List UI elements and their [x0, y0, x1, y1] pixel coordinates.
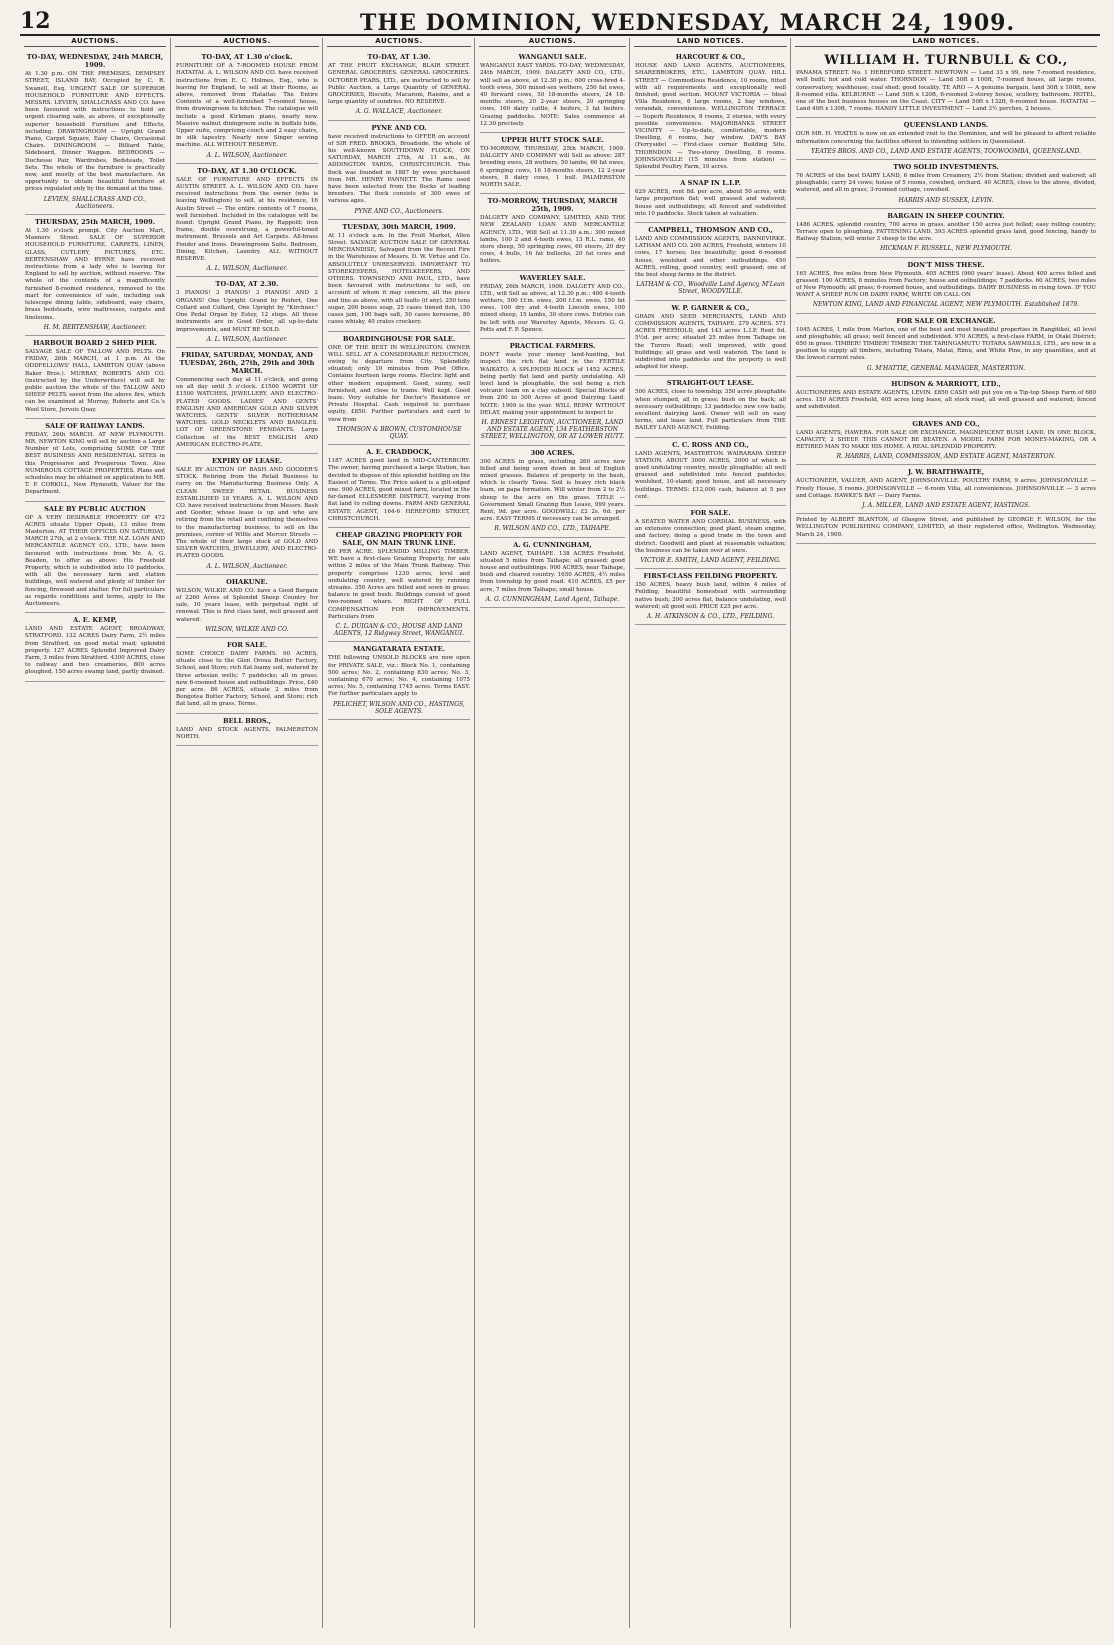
ad-headline: STRAIGHT-OUT LEASE.	[666, 379, 755, 388]
ad-signature: A. H. ATKINSON & CO., LTD., FEILDING.	[646, 612, 775, 620]
ad-body-text: THE following UNSOLD BLOCKS are now open for PRIVATE SALE, viz.: Block No. 1, containing 500 acres; No. 2, containing 830 acres; No. 3, containing 670 acres; No. 4, containing 1075 acres; No. 5, containing 1745 acres. Terms EASY. For further particulars apply to	[328, 655, 470, 698]
ad-body-text: HOUSE AND LAND AGENTS, AUCTIONEERS, SHAREBROKERS, ETC., LAMBTON QUAY. HILL STREET — Commodious Residence, 10 rooms, fitted with all requirements and exceptionally well finished; good section. MOUNT VICTORIA — Ideal Villa Residence, 6 large rooms, 2 bay windows, verandah, conveniences. WELLINGTON TERRACE — Superb Residence, 8 rooms, 2 stories, with every possible convenience. MAJORIBANKS STREET VICINITY — Up-to-date, comfortable, modern Dwelling, 6 rooms, bay window. DAY'S BAY (Ferryside) — First-class corner Building Site. THORNDON — Two-storey Dwelling, 8 rooms. JOHNSONVILLE (15 minutes from station) — Splendid Poultry Farm, 10 acres.	[635, 63, 786, 171]
advertisement	[176, 277, 318, 347]
column-1	[20, 38, 170, 1628]
ad-body-text: 1045 ACRES, 1 mile from Marton, one of the best and most beautiful properties in Rangitikei, all level and ploughable; all grass; well fenced and subdivided. 970 ACRES, a first-class FARM, in Otaki District; 650 in grass. TIMBER! TIMBER! TIMBER! THE TARINGAMUTU TOTARA SAWMILLS, LTD., are now in a position to supply all timbers, including Totara, Matai, Rimu, and White Pine, in any quantities, and at the lowest current rates.	[796, 326, 1096, 362]
ad-body-text: At 11 o'clock a.m. In the Fruit Market, Allen Street. SALVAGE AUCTION SALE OF GENERAL MERCHANDISE, Salvaged from the Recent Fire in the Warehouse of Messrs. D. W. Virtue and Co. ABSOLUTELY UNRESERVED. IMPORTANT TO STOREKEEPERS, HOTELKEEPERS, AND OTHERS. TOWNSEND AND PAUL, LTD., have been favoured with instructions to sell, on account of whom it may concern, all the piece and tins as above, with all faults (if any). 250 tons sugar, 200 boxes soap, 25 cases tinned fish, 150 cases jam, 100 bags salt, 50 cases kerosene, 80 cases whisky, 40 crates crockery.	[328, 232, 470, 326]
ad-body-text: TO-MORROW, THURSDAY, 25th MARCH, 1909. DALGETY AND COMPANY will Sell as above: 287 breeding ewes, 28 wethers, 50 lambs, 60 fat ewes, 6 springing cows, 16 18-months steers, 12 2-year steers, 8 dairy cows, 1 bull. PALMERSTON NORTH SALE.	[480, 146, 625, 189]
ad-headline: A SNAP IN L.I.P.	[680, 179, 741, 188]
advertisement	[635, 223, 786, 301]
advertisement	[328, 50, 470, 120]
ad-signature: A. G. CUNNINGHAM, Land Agent, Taihape.	[485, 595, 620, 603]
advertisement	[328, 121, 470, 220]
column-heading: AUCTIONS.	[24, 38, 166, 47]
advertisement	[25, 336, 165, 419]
column-heading: LAND NOTICES.	[634, 38, 787, 47]
ad-headline: TO-DAY, AT 1.30.	[367, 53, 431, 62]
ad-body-text: WANGANUI EAST YARDS. TO-DAY, WEDNESDAY, 24th MARCH, 1909. DALGETY AND CO., LTD., will sell as above, at 12.30 p.m.: 600 cross-bred 4-tooth ewes, 300 mixed-sex wethers, 250 fat ewes, 40 forward cows, 50 18-months steers, 24 18-months steers, 20 2-year steers, 20 springing cows, 160 dairy cattle, 4 heifers, 3 fat heifers. Grazing paddocks. NOTE: Sales commence at 12.30 precisely.	[480, 63, 625, 127]
ad-body-text: LAND AGENTS, HAWERA. FOR SALE OR EXCHANGE. MAGNIFICENT BUSH LAND, IN ONE BLOCK, CAPACITY, 2 SHEEP. THIS CANNOT BE BEATEN. A MODEL FARM FOR MONEY-MAKING, OR A RETIRED MAN TO MAKE HIS HOME. A REAL SPLENDID PROPERTY.	[796, 429, 1096, 450]
ad-body-text: LAND AGENTS, MASTERTON. WAIRARAPA SHEEP STATION. ABOUT 3000 ACRES, 2000 of which is good undulating country, mostly ploughable; all well grassed and subdivided into fenced paddocks; woolshed, 10-stand; good house, and all necessary buildings. TERMS: £12,000 cash, balance at 5 per cent.	[635, 450, 786, 500]
ad-headline: BARGAIN IN SHEEP COUNTRY.	[887, 211, 1005, 220]
advertisement	[176, 638, 318, 714]
ad-signature: THOMSON & BROWN, CUSTOMHOUSE QUAY.	[336, 425, 462, 440]
ad-headline: MANGATARATA ESTATE.	[353, 645, 445, 654]
ad-body-text: 500 ACRES, close to township; 350 acres ploughable when stumped, all in grass; bush on the back; all necessary outbuildings; 13 paddocks; new cow bails; excellent dairying land. Owner will sell on easy terms, and lease land. Full particulars from THE BAILEY LAND AGENCY, Feilding.	[635, 389, 786, 432]
ad-signature: A. L. WILSON, Auctioneer.	[206, 335, 288, 343]
column-body	[475, 50, 630, 608]
ad-headline: CAMPBELL, THOMSON AND CO.,	[648, 226, 773, 235]
column-body	[323, 50, 475, 720]
column-heading: LAND NOTICES.	[795, 38, 1097, 47]
column-body	[20, 50, 170, 681]
ad-body-text: 165 ACRES, five miles from New Plymouth. 405 ACRES (960 years' lease). About 400 acres felled and grassed. 100 ACRES, 8 minutes from Factory; house and outbuildings; 7 paddocks. 60 ACRES, two miles of New Plymouth; all grass; 6-roomed house, and outbuildings. DAIRY BUSINESS in rising town. IF YOU WANT A SHEEP RUN OR DAIRY FARM, WRITE OR CALL ON	[796, 270, 1096, 299]
advertisement	[796, 465, 1096, 514]
ad-headline: FRIDAY, SATURDAY, MONDAY, AND TUESDAY, 26th, 27th, 29th and 30th MARCH.	[179, 350, 315, 375]
ad-headline: TO-DAY, AT 2.30.	[215, 280, 279, 289]
ad-headline: WANGANUI SALE.	[518, 53, 587, 62]
ad-headline: WILLIAM H. TURNBULL & CO.,	[824, 53, 1068, 69]
ad-signature: VICTOR E. SMITH, LAND AGENT, FEILDING.	[640, 556, 781, 564]
ad-headline: FOR SALE.	[226, 641, 268, 649]
advertisement	[480, 194, 625, 270]
ad-headline: TO-DAY, WEDNESDAY, 24th MARCH, 1909.	[26, 53, 164, 70]
ad-signature: HARRIS AND SUSSEX, LEVIN.	[898, 196, 994, 204]
ad-headline: GRAVES AND CO.,	[912, 419, 980, 428]
ad-body-text: SALE OF FURNITURE AND EFFECTS IN AUSTIN STREET. A. L. WILSON AND CO. have received instructions from the owner (who is leaving Wellington) to sell, at his residence, 16 Austin Street — The entire contents of 7 rooms, well furnished. Included in the catalogue will be found: Upright Grand Piano, by Rappold; iron frame, double overstrung, a powerful-toned instrument. Brussels and Art Carpets. All-brass Fender and Irons. Drawingroom Suite. Bedroom, Dining, Kitchen, Laundry. ALL WITHOUT RESERVE.	[176, 176, 318, 263]
advertisement	[796, 417, 1096, 466]
ad-signature: A. G. WALLACE, Auctioneer.	[355, 108, 443, 116]
advertisement	[480, 538, 625, 608]
ad-headline: W. P. GARNER & CO.,	[671, 303, 750, 312]
column-body	[171, 50, 323, 746]
advertisement	[25, 50, 165, 215]
ad-body-text: Commencing each day at 11 o'clock, and going on all day until 5 o'clock. £1500 WORTH OF £1500 WATCHES, JEWELLERY, AND ELECTRO-PLATED GOODS. LADIES' AND GENTS' ENGLISH AND AMERICAN GOLD AND SILVER WATCHES. GENTS' SILVER ROTHERHAM WATCHES. GOLD NECKLETS AND BANGLES. LOT OF GREENSTONE PENDANTS. Large Collection of the BEST ENGLISH AND AMERICAN ELECTRO-PLATE.	[176, 376, 318, 448]
page-number: 12	[20, 8, 51, 34]
advertisement	[635, 438, 786, 506]
ad-body-text: At 1.30 o'clock prompt. City Auction Mart, Manners Street. SALE OF SUPERIOR HOUSEHOLD FURNITURE, CARPETS, LINEN, GLASS, CUTLERY, PICTURES, ETC. BERTENSHAW AND BYRNE have received instructions from a lady who is leaving for England to sell by auction, without reserve: The whole of the contents of a magnificently furnished 8-roomed residence, removed to the mart for convenience of sale, including oak telescope dining table, sideboard, easy chairs, brass bedsteads, wire mattresses, carpets and linoleums.	[25, 228, 165, 321]
ad-headline: HARCOURT & CO.,	[675, 53, 746, 62]
ad-body-text: LAND AGENT, TAIHAPE. 138 ACRES Freehold, situated 5 miles from Taihape; all grassed; good house and outbuildings. 900 ACRES, near Taihape, bush and cleared country. 1650 ACRES, 4½ miles from township by good road. 410 ACRES, £5 per acre, 7 miles from Taihape; small house.	[480, 550, 625, 593]
column-heading: AUCTIONS.	[327, 38, 471, 47]
advertisement	[25, 613, 165, 681]
ad-signature: WILSON, WILKIE AND CO.	[205, 625, 289, 633]
ad-body-text: 76 ACRES of the best DAIRY LAND, 6 miles from Creamery, 2½ from Station; divided and watered; all ploughable; carry 24 cows; house of 5 rooms, cowshed, orchard. 40 ACRES, close to the above, divided, watered, and all in grass; 3-roomed cottage, cowshed.	[796, 173, 1096, 194]
ad-body-text: 300 ACRES in grass, including 260 acres now felled and being sown down in best of English mixed grasses. Balance of property in the bush, which is clearly Tawa. Soil is heavy rich black loam, on papa formation. Will winter from 2 to 2½ sheep to the acre on the grass. TITLE — Government Small Grazing Run Lease, 999 years. Rent, 9d. per acre. GOODWILL: £2 2s. 6d. per acre. EASY TERMS if necessary can be arranged.	[480, 458, 625, 523]
column-6	[790, 38, 1101, 1628]
ad-headline: TO-DAY, AT 1.30 O'CLOCK.	[197, 166, 297, 175]
advertisement	[328, 220, 470, 332]
ad-headline: TWO SOLID INVESTMENTS.	[893, 163, 999, 172]
advertisement	[796, 377, 1096, 417]
advertisement	[635, 569, 786, 625]
advertisement	[176, 575, 318, 638]
ad-headline: SALE OF RAILWAY LANDS.	[45, 421, 145, 430]
ad-body-text: WILSON, WILKIE AND CO. have a Good Bargain of 2260 Acres of Splendid Sheep Country for sale, 10 years lease, with perpetual right of renewal. This is first class land, well grassed and watered.	[176, 587, 318, 623]
ad-headline: WAVERLEY SALE.	[519, 273, 586, 282]
ad-body-text: ONE OF THE BEST IN WELLINGTON. OWNER WILL SELL AT A CONSIDERABLE REDUCTION, owing to departure from City. Splendidly situated; only 10 minutes from Post Office. Contains fourteen large rooms. Electric light and other modern equipment. Good, sunny, well furnished, and close to trams. Well kept. Good lease. Very suitable for Doctor's Residence or Private Hospital. Cash required to purchase equity, £850. Further particulars and card to view from	[328, 344, 470, 423]
ad-body-text: 1486 ACRES, splendid country, 700 acres in grass, another 150 acres just felled; easy rolling country; Terrace open to ploughing. FATTENING LAND. 393 ACRES splendid grass land, good fencing, handy to Railway Station; will winter 3 sheep to the acre.	[796, 221, 1096, 243]
ad-headline: J. W. BRAITHWAITE,	[908, 468, 984, 477]
advertisement	[25, 215, 165, 336]
ad-signature: A. L. WILSON, Auctioneer.	[206, 265, 288, 273]
ad-signature: YEATES BROS. AND CO., LAND AND ESTATE AGENTS, TOOWOOMBA, QUEENSLAND.	[811, 147, 1081, 155]
ad-body-text: A SEATED WATER AND CORDIAL BUSINESS, with an extensive connection; good plant, steam engine, and factory; doing a good trade in the town and district. Goodwill and plant at reasonable valuation; the business can be taken over at once.	[635, 518, 786, 554]
ad-signature: H. M. BERTENSHAW, Auctioneer.	[43, 323, 147, 331]
ad-headline: PRACTICAL FARMERS.	[509, 342, 596, 351]
ad-headline: 300 ACRES.	[530, 448, 575, 457]
ad-headline: TO-DAY, AT 1.30 o'clock.	[201, 53, 293, 62]
advertisement	[796, 160, 1096, 209]
ad-body-text: At 1.30 p.m. ON THE PREMISES, DEMPSEY STREET, ISLAND BAY, Occupied by C. R. Swanell, Esq. URGENT SALE OF SUPERIOR HOUSEHOLD FURNITURE AND EFFECTS. MESSRS. LEVIEN, SHALLCRASS AND CO. have been favoured with instructions to hold an urgent clearing sale, as above, of exceptionally superior household Furniture and Effects, including: DRAWINGROOM — Upright Grand Piano, Carpet Square, Easy Chairs, Occasional Chairs. DININGROOM — Billiard Table, Sideboard, Dinner Waggon. BEDROOMS — Duchesse Pair, Wardrobes, Bedsteads, Toilet Sets. The whole of the furniture is practically new, and mostly of the best manufacture. An opportunity to obtain beautiful furniture at prices regulated only by the demand at the time.	[25, 71, 165, 193]
ad-body-text: DON'T waste your money land-hunting, but inspect the rich flat land in the FERTILE WAIKATO. A SPLENDID BLOCK of 1452 ACRES, being partly flat land and partly undulating. All level land is ploughable, the soil being a rich volcanic loam on a clay subsoil. Special Blocks of from 200 to 300 Acres of good Dairying Land. NOTE: 1909 is the year. WILL REPAY WITHOUT DELAY, making your appointment to inspect to	[480, 352, 625, 416]
ad-body-text: OUR MR. H. YEATES is now on an extended visit to the Dominion, and will be pleased to afford reliable information concerning the facilities offered to intending settlers in Queensland.	[796, 131, 1096, 145]
advertisement	[25, 502, 165, 614]
ad-body-text: FRIDAY, 26th MARCH, 1909. DALGETY AND CO., LTD., will Sell as above, at 12.30 p.m.: 400 4-tooth wethers, 500 f.f.m. ewes, 200 f.f.m. ewes, 150 fat ewes, 100 dry and 4-tooth Lincoln ewes, 100 mixed sheep, 15 lambs, 30 store cows. Entries can be left with our Waverley Agents, Messrs. G. G. Potts and F. P. Spence.	[480, 283, 625, 333]
advertisement	[635, 506, 786, 569]
ad-body-text: AUCTIONEER, VALUER, AND AGENT, JOHNSONVILLE. POULTRY FARM, 9 acres. JOHNSONVILLE — Freely House, 5 rooms. JOHNSONVILLE — 6-room Villa, all conveniences. JOHNSONVILLE — 3 acres and Cottage. HAWKE'S BAY — Dairy Farms.	[796, 478, 1096, 499]
advertisement	[635, 376, 786, 437]
advertisement	[796, 118, 1096, 160]
ad-headline: THURSDAY, 25th MARCH, 1909.	[34, 218, 155, 227]
masthead	[20, 8, 1100, 36]
advertisement	[176, 714, 318, 746]
advertisement	[176, 50, 318, 164]
advertisement	[328, 528, 470, 642]
advertisement	[328, 445, 470, 528]
ad-body-text: SALVAGE SALE OF TALLOW AND PELTS. On FRIDAY, 26th MARCH, at 1 p.m. At the ODDFELLOWS' HALL, LAMBTON QUAY (above Baker Bros.). MURRAY, ROBERTS AND CO. (instructed by the Underwriters) will sell by public auction the whole of the TALLOW AND SHEEP PELTS saved from the above fire, which can be examined at Murray, Roberts and Co.'s Wool Store, Jervois Quay.	[25, 348, 165, 413]
advertisement	[328, 642, 470, 720]
column-heading: AUCTIONS.	[479, 38, 626, 47]
ad-signature: HICKMAN F. RUSSELL, NEW PLYMOUTH.	[880, 245, 1012, 253]
ad-body-text: 629 ACRES, rent 8d. per acre, about 50 acres, with large proportion flat; well grassed and watered; house and outbuildings; all fenced and subdivided into 10 paddocks. Stock taken at valuation.	[635, 189, 786, 217]
advertisement	[480, 50, 625, 133]
advertisement	[480, 271, 625, 339]
ad-body-text: FURNITURE OF A 7-ROOMED HOUSE FROM HATAITAI. A. L. WILSON AND CO. have received instructions from E. C. Holmes, Esq., who is leaving for England, to sell at their Rooms, as above, removed from Hataitai: The Entire Contents of a well-furnished 7-roomed house, from drawingroom to kitchen. The catalogue will include a good Kirkman piano, nearly new. Massive walnut diningroom suite in buffalo hide, Upper suite, comprising couch and 2 easy chairs, in silk tapestry. Nearly new Singer sewing machine. ALL WITHOUT RESERVE.	[176, 63, 318, 149]
ad-headline: A. G. CUNNINGHAM,	[513, 540, 592, 549]
ad-body-text: LAND AND STOCK AGENTS, PALMERSTON NORTH.	[176, 726, 318, 740]
ad-body-text: SOME CHOICE DAIRY FARMS. 90 ACRES, situate close to the Glen Oroua Butter Factory, School, and Store; rich flat loamy soil, watered by three artesian wells; 7 paddocks; all in grass; new 6-roomed house and outbuildings. Price, £40 per acre. 86 ACRES, situate 2 miles from Bongotea Butter Factory, School, and Store; rich flat land, all in grass. Terms.	[176, 651, 318, 708]
ad-body-text: OF A VERY DESIRABLE PROPERTY OF 472 ACRES situate Upper Opaki, 13 miles from Masterton. AT THEIR OFFICES ON SATURDAY, MARCH 27th, at 2 o'clock. THE N.Z. LOAN AND MERCANTILE AGENCY CO., LTD., have been favoured with instructions from Mr. A. G. Beaden, to offer as above: His Freehold Property, which is subdivided into 10 paddocks, with all the necessary farm and station buildings, well watered and plenty of timber for fencing, firewood and shelter. For full particulars as regards conditions and terms, apply to the Auctioneers.	[25, 514, 165, 607]
newspaper-title: THE DOMINION, WEDNESDAY, MARCH 24, 1909.	[360, 10, 1016, 36]
ad-signature: PELICHET, WILSON AND CO., HASTINGS, SOLE AGENTS.	[333, 700, 465, 715]
ad-signature: A. L. WILSON, Auctioneer.	[206, 151, 288, 159]
columns-container	[20, 38, 1100, 1628]
column-body	[791, 50, 1101, 544]
ad-headline: EXPIRY OF LEASE.	[211, 456, 283, 465]
ad-body-text: 350 ACRES, heavy bush land, within 4 miles of Feilding, beautiful homestead with surrounding native bush; 200 acres flat, balance undulating, well watered; all good soil. PRICE £25 per acre.	[635, 582, 786, 610]
advertisement	[176, 164, 318, 278]
ad-body-text: 3 PIANOS! 3 PIANOS! 3 PIANOS! AND 2 ORGANS! One Upright Grand by Reifert, One Collard and Collard, One Upright by "Kirchner." One Pedal Organ by Estey, 12 stops. All these instruments are in Good Order, all up-to-date improvements, and MUST BE SOLD.	[176, 290, 318, 333]
ad-headline: OHAKUNE.	[226, 577, 268, 586]
ad-body-text: FRIDAY, 26th MARCH. AT NEW PLYMOUTH. MR. NEWTON KING will sell by auction a Large Number of Lots, comprising SOME OF THE BEST BUSINESS AND RESIDENTIAL SITES in this Progressive and Prosperous Town. Also NUMEROUS COTTAGE PROPERTIES. Plans and schedules may be obtained on application to MR. T. P. CORKILL, New Plymouth, Valuer for the Department.	[25, 431, 165, 496]
column-heading: AUCTIONS.	[175, 38, 319, 47]
ad-signature: A. L. WILSON, Auctioneer.	[206, 562, 288, 570]
ad-body-text: Printed by ALBERT BLANTON, of Glasgow Street, and published by GEORGE F. WILSON, for the WELLINGTON PUBLISHING COMPANY, LIMITED, at their registered office, Wellington. Wednesday, March 24, 1909.	[796, 517, 1096, 538]
column-5	[629, 38, 791, 1628]
column-body	[630, 50, 791, 625]
advertisement	[480, 339, 625, 445]
ad-headline: QUEENSLAND LANDS.	[903, 121, 989, 130]
ad-headline: PYNE AND CO.	[371, 123, 427, 132]
ad-signature: H. ERNEST LEIGHTON, AUCTIONEER, LAND AND ESTATE AGENT, 134 FEATHERSTON STREET, WELLINGTON, OR AT LOWER HUTT.	[480, 418, 625, 441]
ad-headline: DON'T MISS THESE.	[907, 260, 985, 269]
advertisement	[796, 314, 1096, 377]
ad-headline: FOR SALE OR EXCHANGE.	[896, 316, 996, 325]
ad-body-text: AUCTIONEERS AND ESTATE AGENTS, LEVIN. £850 CASH will put you on a Tip-top Sheep Farm of 680 acres. 150 ACRES Freehold, 405 acres long lease, all stock road, all well grassed and watered; fenced and subdivided.	[796, 389, 1096, 411]
ad-headline: HARBOUR BOARD 2 SHED PIER.	[33, 338, 157, 347]
ad-signature: R. WILSON AND CO., LTD., TAIHAPE.	[494, 525, 611, 533]
ad-signature: LATHAM & CO., Woodville Land Agency, M'Lean Street, WOODVILLE.	[636, 281, 785, 296]
advertisement	[796, 258, 1096, 314]
column-3	[322, 38, 475, 1628]
ad-body-text: LAND AND COMMISSION AGENTS, DANNEVIRKE. LATHAM AND CO. 200 ACRES, Freehold, winters 10 cows, 17 horses; lies beautifully; good 6-roomed house, woolshed and other outbuildings. 450 ACRES, rolling, good country, well grassed; one of the best sheep farms in the district.	[635, 236, 786, 279]
ad-body-text: 1187 ACRES good land in MID-CANTERBURY. The owner, having purchased a large Station, has decided to dispose of this splendid holding on the Easiest of Terms. The Price asked is a gilt-edged one. 900 ACRES, good mixed farm, located in the far-famed ELLESMERE DISTRICT, varying from flat land to rolling downs. FARM AND GENERAL ESTATE AGENT, 164-6 HEREFORD STREET, CHRISTCHURCH.	[328, 458, 470, 522]
advertisement	[796, 514, 1096, 544]
ad-body-text: PANAMA STREET. No. 1 HEREFORD STREET. NEWTOWN — Land 33 x 99, new 7-roomed residence, well built; hot and cold water. THORNDON — Land 50ft x 100ft, 7-roomed house, all large rooms, conservatory, washhouse, coal shed; good locality. TE ARO — A genuine bargain, land 30ft x 100ft, new 8-roomed villa. KELBURNE — Land 50ft x 120ft, 6-roomed 2-storey house, scullery, bathroom. HOTEL, one of the best business houses on the Coast. CITY — Land 50ft x 132ft, 6-roomed house. HATAITAI — Land 40ft x 130ft, 7 rooms. HANDY LITTLE INVESTMENT — Land 3½ perches, 2 houses.	[796, 70, 1096, 113]
advertisement	[480, 446, 625, 538]
ad-body-text: £6 PER ACRE. SPLENDID MILLING TIMBER. WE have a first-class Grazing Property, for sale within 2 miles of the Main Trunk Railway. This property comprises 1230 acres, level and undulating country, well watered by running streams. 350 Acres are felled and sown in grass; balance in good bush. Buildings consist of good two-roomed whare. RIGHT OF FULL COMPENSATION FOR IMPROVEMENTS. Particulars from	[328, 548, 470, 620]
advertisement	[796, 50, 1096, 118]
advertisement	[176, 348, 318, 454]
ad-body-text: DALGETY AND COMPANY, LIMITED, AND THE NEW ZEALAND LOAN AND MERCANTILE AGENCY, LTD., Will Sell at 11.30 a.m.: 300 mixed lambs, 100 2 and 4-tooth ewes, 13 R.L. rams, 40 store sheep, 50 springing cows, 60 steers, 20 dry cows, 4 bulls, 16 fat bullocks, 20 fat cows and heifers.	[480, 215, 625, 265]
advertisement	[635, 50, 786, 176]
ad-body-text: LAND AND ESTATE AGENT, BROADWAY, STRATFORD. 132 ACRES Dairy Farm, 2½ miles from Stratford, on good metal road; splendid property. 127 ACRES Splendid Improved Dairy Farm, 3 miles from Stratford. 4300 ACRES, close to railway and two creameries, 800 acres ploughed, 150 acres swamp land, partly drained.	[25, 626, 165, 676]
ad-signature: NEWTON KING, LAND AND FINANCIAL AGENT, NEW PLYMOUTH. Established 1879.	[812, 301, 1080, 309]
column-4	[474, 38, 630, 1628]
ad-headline: C. C. ROSS AND CO.,	[672, 440, 749, 449]
ad-headline: HUDSON & MARRIOTT, LTD.,	[891, 379, 1001, 388]
ad-body-text: GRAIN AND SEED MERCHANTS, LAND AND COMMISSION AGENTS, TAIHAPE. 279 ACRES. 571 ACRES FREEHOLD, and 143 acres L.I.P. Rent 6d. 5½d. per acre; situated 25 miles from Taihape on the Turoro Road; well improved, with good buildings; all grass and well watered. The land is subdivided into paddocks and the property is well adapted for sheep.	[635, 313, 786, 371]
advertisement	[480, 133, 625, 194]
ad-signature: G. M'HATTIE, GENERAL MANAGER, MASTERTON.	[866, 364, 1026, 372]
ad-headline: FIRST-CLASS FEILDING PROPERTY.	[643, 572, 778, 581]
ad-signature: PYNE AND CO., Auctioneers.	[354, 207, 444, 215]
ad-body-text: AT THE FRUIT EXCHANGE, BLAIR STREET. GENERAL GROCERIES. GENERAL GROCERIES. OCTOBER PEARS, LTD., are instructed to sell by Public Auction, a Large Quantity of GENERAL GROCERIES, Biscuits, Macaroni, Raisins, and a large quantity of sundries. NO RESERVE.	[328, 63, 470, 106]
ad-headline: TO-MORROW, THURSDAY, MARCH 25th, 1909.	[487, 197, 618, 214]
advertisement	[176, 454, 318, 575]
ad-signature: C. L. DUIGAN & CO., HOUSE AND LAND AGENTS, 12 Ridgway Street, WANGANUI.	[333, 623, 465, 638]
ad-headline: TUESDAY, 30th MARCH, 1909.	[342, 222, 456, 231]
ad-headline: A. E. CRADDOCK,	[366, 448, 432, 457]
ad-headline: FOR SALE.	[690, 508, 731, 517]
advertisement	[796, 209, 1096, 258]
ad-headline: SALE BY PUBLIC AUCTION	[44, 504, 146, 513]
ad-headline: CHEAP GRAZING PROPERTY FOR SALE, ON MAIN TRUNK LINE.	[335, 530, 463, 547]
ad-headline: BELL BROS.,	[222, 716, 272, 725]
advertisement	[635, 176, 786, 223]
ad-body-text: have received instructions to OFFER on account of SIR FRED. BROOKS, Broadside, the whole of his well-known SOUTHDOWN FLOCK, ON SATURDAY, MARCH 27th, At 11 a.m., At ADDINGTON YARDS, CHRISTCHURCH. This flock was founded in 1887 by ewes purchased from MR. HENRY PANNETT. The Rams used have been selected from the flocks of leading breeders. The flock consists of 300 ewes of various ages.	[328, 133, 470, 205]
ad-headline: UPPER HUTT STOCK SALE.	[501, 136, 604, 145]
ad-headline: A. E. KEMP,	[73, 616, 117, 625]
advertisement	[635, 301, 786, 377]
advertisement	[25, 419, 165, 502]
column-2	[170, 38, 323, 1628]
ad-signature: R. HARRIS, LAND, COMMISSION, AND ESTATE AGENT, MASTERTON.	[836, 453, 1056, 461]
advertisement	[328, 332, 470, 446]
ad-headline: BOARDINGHOUSE FOR SALE.	[342, 334, 456, 343]
ad-body-text: SALE BY AUCTION OF BASH AND GOODER'S STOCK. Retiring from the Retail Business to carry on the Manufacturing Business Only. A CLEAN SWEEP. RETAIL BUSINESS ESTABLISHED 18 YEARS. A. L. WILSON AND CO. have received instructions from Messrs. Bash and Gooder, whose lease is up and who are retiring from the retail and confining themselves to the manufacturing business, to sell on the premises, corner of Willis and Mercer Streets — The whole of their large stock of GOLD AND SILVER WATCHES, JEWELLERY, AND ELECTRO-PLATED GOODS.	[176, 466, 318, 560]
ad-signature: J. A. MILLER, LAND AND ESTATE AGENT, HASTINGS.	[862, 501, 1030, 509]
ad-signature: LEVIEN, SHALLCRASS AND CO., Auctioneers.	[43, 195, 147, 210]
